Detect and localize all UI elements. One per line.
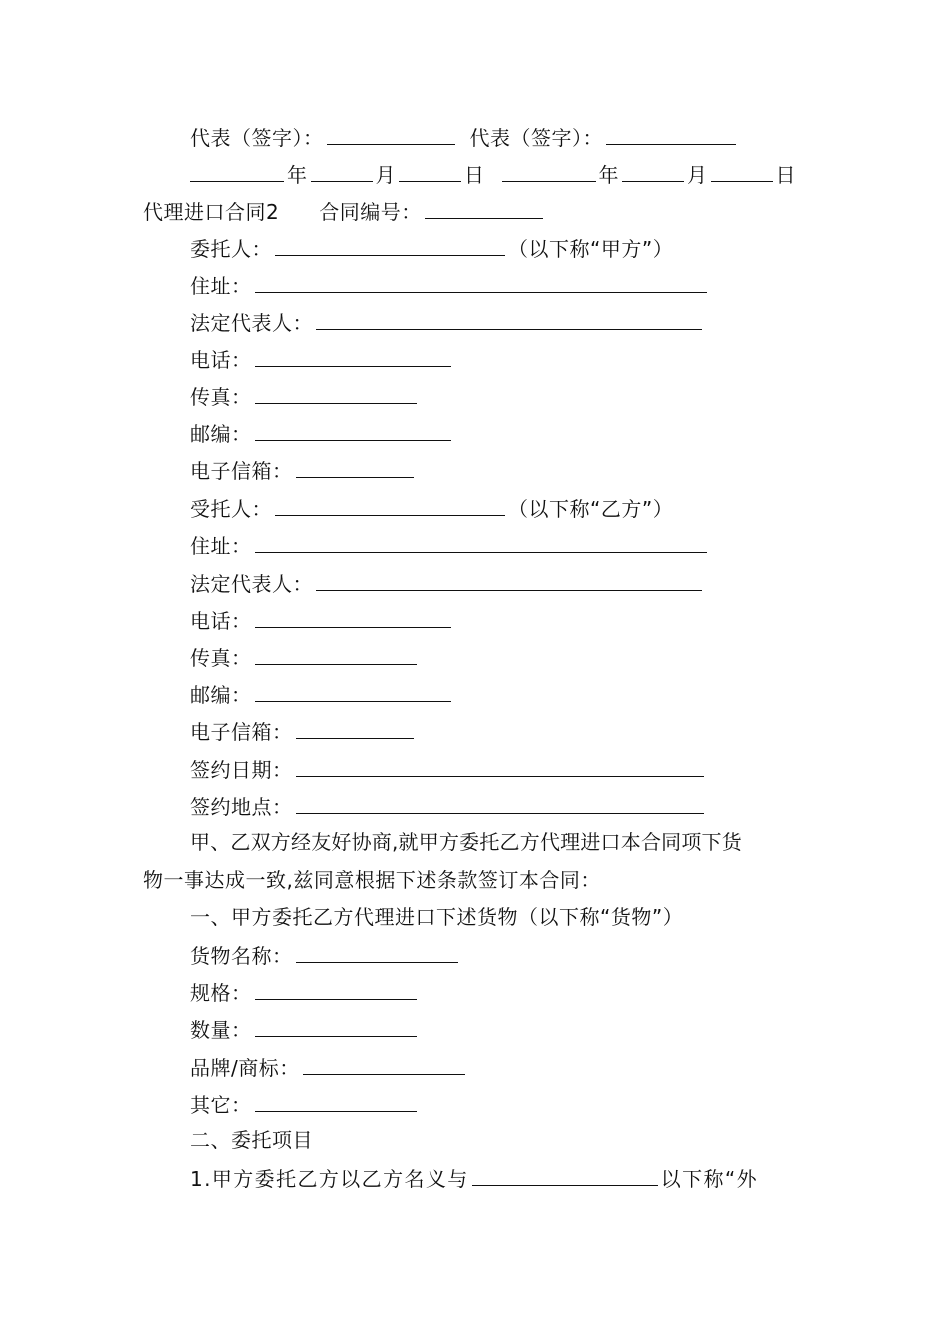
- party-a-entrust-row: [190, 231, 673, 263]
- brand-label: 品牌/商标：: [190, 1056, 300, 1080]
- other-label: 其它：: [190, 1093, 252, 1117]
- party-a-fax-row: [190, 379, 420, 411]
- party-a-entrust-suffix: （以下称“甲方”）: [508, 237, 674, 261]
- party-a-postcode-row: [190, 416, 454, 448]
- party-b-legal-rep-label: 法定代表人：: [190, 572, 313, 596]
- signature-row: [190, 120, 739, 152]
- party-a-postcode-blank[interactable]: [255, 416, 451, 441]
- month-b-label: 月: [687, 163, 708, 187]
- party-a-phone-row: [190, 342, 454, 374]
- signing-date-row: [190, 752, 707, 784]
- year-b-blank[interactable]: [502, 157, 596, 182]
- day-b-label: 日: [775, 163, 796, 187]
- signing-place-row: [190, 789, 707, 821]
- signing-date-blank[interactable]: [296, 752, 704, 777]
- party-b-fax-label: 传真：: [190, 646, 252, 670]
- party-a-legal-rep-label: 法定代表人：: [190, 311, 313, 335]
- title-row: [143, 194, 546, 226]
- party-b-phone-blank[interactable]: [255, 603, 451, 628]
- goods-name-label: 货物名称：: [190, 944, 293, 968]
- quantity-row: [190, 1012, 420, 1044]
- party-b-email-label: 电子信箱：: [190, 720, 293, 744]
- month-a-blank[interactable]: [311, 157, 373, 182]
- party-b-legal-rep-blank[interactable]: [316, 566, 702, 591]
- party-a-address-row: [190, 268, 710, 300]
- party-b-phone-row: [190, 603, 454, 635]
- signing-place-blank[interactable]: [296, 789, 704, 814]
- contract-no-blank[interactable]: [425, 194, 543, 219]
- party-b-fax-blank[interactable]: [255, 640, 417, 665]
- month-b-blank[interactable]: [622, 157, 684, 182]
- month-a-label: 月: [375, 163, 396, 187]
- party-a-fax-label: 传真：: [190, 385, 252, 409]
- party-a-postcode-label: 邮编：: [190, 422, 252, 446]
- party-a-entrust-blank[interactable]: [275, 231, 505, 256]
- party-b-address-row: [190, 528, 710, 560]
- item-1-prefix: 1.甲方委托乙方以乙方名义与: [190, 1167, 469, 1191]
- section-1-heading: 一、甲方委托乙方代理进口下述货物（以下称“货物”）: [190, 905, 684, 929]
- other-row: [190, 1087, 420, 1119]
- party-b-entrust-row: [190, 491, 673, 523]
- party-a-email-row: [190, 453, 417, 485]
- party-a-fax-blank[interactable]: [255, 379, 417, 404]
- party-a-legal-rep-row: [190, 305, 705, 337]
- goods-name-blank[interactable]: [296, 938, 458, 963]
- year-b-label: 年: [598, 163, 619, 187]
- party-a-legal-rep-blank[interactable]: [316, 305, 702, 330]
- party-b-phone-label: 电话：: [190, 609, 252, 633]
- party-b-legal-rep-row: [190, 566, 705, 598]
- signing-date-label: 签约日期：: [190, 758, 293, 782]
- day-b-blank[interactable]: [711, 157, 773, 182]
- year-a-label: 年: [287, 163, 308, 187]
- other-blank[interactable]: [255, 1087, 417, 1112]
- party-b-postcode-label: 邮编：: [190, 683, 252, 707]
- party-a-entrust-label: 委托人：: [190, 237, 272, 261]
- day-a-label: 日: [464, 163, 485, 187]
- party-b-email-row: [190, 714, 417, 746]
- section-2-item-1: [190, 1161, 758, 1193]
- spec-row: [190, 975, 420, 1007]
- rep-label-a: 代表（签字）：: [190, 126, 324, 150]
- party-b-entrust-suffix: （以下称“乙方”）: [508, 497, 674, 521]
- party-b-entrust-label: 受托人：: [190, 497, 272, 521]
- year-a-blank[interactable]: [190, 157, 284, 182]
- item-1-blank[interactable]: [472, 1161, 658, 1186]
- brand-row: [190, 1050, 468, 1082]
- party-a-phone-blank[interactable]: [255, 342, 451, 367]
- party-b-entrust-blank[interactable]: [275, 491, 505, 516]
- party-b-address-blank[interactable]: [255, 528, 707, 553]
- spec-label: 规格：: [190, 981, 252, 1005]
- party-b-postcode-blank[interactable]: [255, 677, 451, 702]
- rep-b-blank[interactable]: [606, 120, 736, 145]
- quantity-blank[interactable]: [255, 1012, 417, 1037]
- goods-name-row: [190, 938, 461, 970]
- date-row: [190, 157, 796, 189]
- spec-blank[interactable]: [255, 975, 417, 1000]
- party-b-email-blank[interactable]: [296, 714, 414, 739]
- document-title: 代理进口合同2: [143, 200, 280, 224]
- party-a-email-blank[interactable]: [296, 453, 414, 478]
- preamble-line-1: 甲、乙双方经友好协商,就甲方委托乙方代理进口本合同项下货: [190, 830, 742, 854]
- day-a-blank[interactable]: [399, 157, 461, 182]
- item-1-suffix: 以下称“外: [660, 1167, 759, 1191]
- party-b-address-label: 住址：: [190, 534, 252, 558]
- signing-place-label: 签约地点：: [190, 795, 293, 819]
- party-a-address-blank[interactable]: [255, 268, 707, 293]
- brand-blank[interactable]: [303, 1050, 465, 1075]
- preamble-line-2: 物一事达成一致,兹同意根据下述条款签订本合同：: [143, 868, 601, 892]
- party-b-postcode-row: [190, 677, 454, 709]
- party-a-email-label: 电子信箱：: [190, 459, 293, 483]
- party-b-fax-row: [190, 640, 420, 672]
- contract-no-label: 合同编号：: [319, 200, 422, 224]
- party-a-address-label: 住址：: [190, 274, 252, 298]
- rep-label-b: 代表（签字）：: [469, 126, 603, 150]
- quantity-label: 数量：: [190, 1018, 252, 1042]
- party-a-phone-label: 电话：: [190, 348, 252, 372]
- section-2-heading: 二、委托项目: [190, 1128, 313, 1152]
- rep-a-blank[interactable]: [327, 120, 455, 145]
